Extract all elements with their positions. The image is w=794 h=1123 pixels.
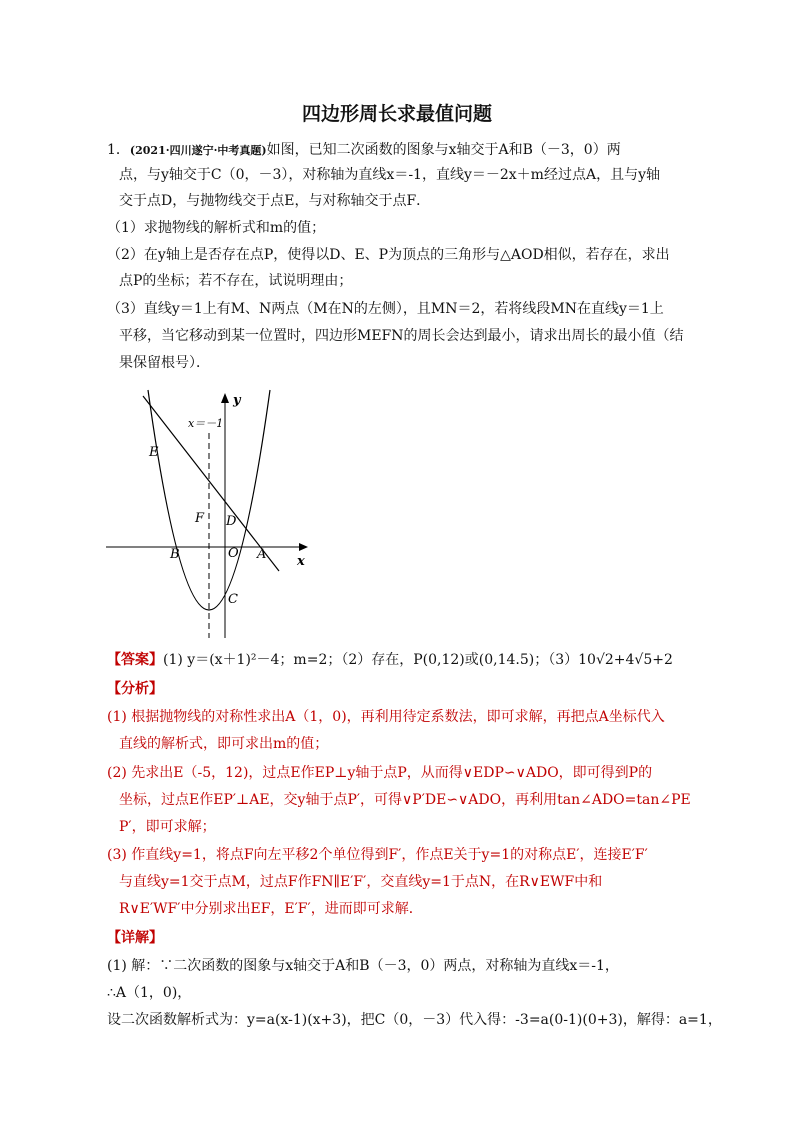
- question-line: （1）求抛物线的解析式和m的值；: [107, 220, 326, 236]
- answer-label: 【答案】: [107, 652, 163, 668]
- point-a-label: A: [257, 547, 267, 562]
- analysis-line: (1) 根据抛物线的对称性求出A（1，0)，再利用待定系数法，即可求解，再把点A坐标代入: [107, 709, 665, 725]
- detail-label: 【详解】: [107, 930, 163, 946]
- page-title: 四边形周长求最值问题: [301, 103, 492, 125]
- detail-line: 设二次函数解析式为：y=a(x-1)(x+3)，把C（0，－3）代入得：-3=a(0-1)(0+3)，解得：a=1，: [107, 1012, 722, 1028]
- analysis-line: 直线的解析式，即可求出m的值；: [119, 736, 329, 752]
- problem-line: 如图，已知二次函数的图象与x轴交于A和B（－3，0）两: [266, 142, 621, 158]
- analysis-line: (3) 作直线y=1，将点F向左平移2个单位得到F′，作点E关于y=1的对称点E′，连接E′F′: [107, 847, 648, 863]
- point-d-label: D: [226, 514, 237, 529]
- question-line: 果保留根号）．: [119, 355, 210, 371]
- question-line: 点P的坐标；若不存在，试说明理由；: [119, 273, 353, 289]
- y-axis-label: y: [233, 393, 241, 408]
- problem-number: 1．: [107, 142, 130, 158]
- answer-row: [107, 650, 673, 670]
- analysis-line: 与直线y=1交于点M，过点F作FN∥E′F′，交直线y=1于点N，在R∨EWF中和: [119, 874, 603, 890]
- symmetry-label: x＝－1: [188, 417, 224, 430]
- answer-text: (1) y＝(x＋1)²－4；m=2；（2）存在，P(0,12)或(0,14.5)；（3）10√2+4√5+2: [163, 652, 673, 668]
- detail-line: ∴A（1，0)，: [107, 985, 192, 1001]
- analysis-line: R∨E′WF′中分别求出EF，E′F′，进而即可求解．: [119, 901, 423, 917]
- y-axis-arrow: [221, 393, 229, 403]
- analysis-line: (2) 先求出E（-5，12)，过点E作EP⊥y轴于点P，从而得∨EDP∽∨ADO，即可得到P的: [107, 765, 653, 781]
- point-e-label: E: [149, 445, 159, 460]
- analysis-line: 坐标，过点E作EP′⊥AE，交y轴于点P′，可得∨P′DE∽∨ADO，再利用tan∠ADO=tan∠PE: [119, 792, 691, 808]
- problem-line: 交于点D，与抛物线交于点E，与对称轴交于点F．: [119, 193, 431, 209]
- analysis-label: 【分析】: [107, 681, 163, 697]
- question-line: （2）在y轴上是否存在点P，使得以D、E、P为顶点的三角形与△AOD相似，若存在，求出: [107, 247, 670, 263]
- question-line: （3）直线y＝1上有M、N两点（M在N的左侧），且MN＝2，若将线段MN在直线y＝1上: [107, 301, 664, 317]
- problem-first-line: [107, 140, 621, 161]
- detail-line: (1) 解：∵二次函数的图象与x轴交于A和B（－3，0）两点，对称轴为直线x＝-1，: [107, 958, 619, 974]
- analysis-line: P′，即可求解；: [119, 819, 216, 835]
- point-b-label: B: [170, 547, 180, 562]
- x-axis-arrow: [299, 543, 308, 551]
- problem-line: 点，与y轴交于C（0，－3），对称轴为直线x＝-1，直线y＝－2x＋m经过点A，且与y轴: [119, 167, 660, 183]
- point-f-label: F: [195, 511, 205, 526]
- parabola-figure: [103, 388, 318, 640]
- x-axis-label: x: [297, 554, 305, 569]
- point-o-label: O: [228, 546, 239, 561]
- question-line: 平移，当它移动到某一位置时，四边形MEFN的周长会达到最小，请求出周长的最小值（结: [119, 328, 684, 344]
- problem-source: (2021·四川遂宁·中考真题): [129, 144, 267, 157]
- point-c-label: C: [228, 592, 238, 607]
